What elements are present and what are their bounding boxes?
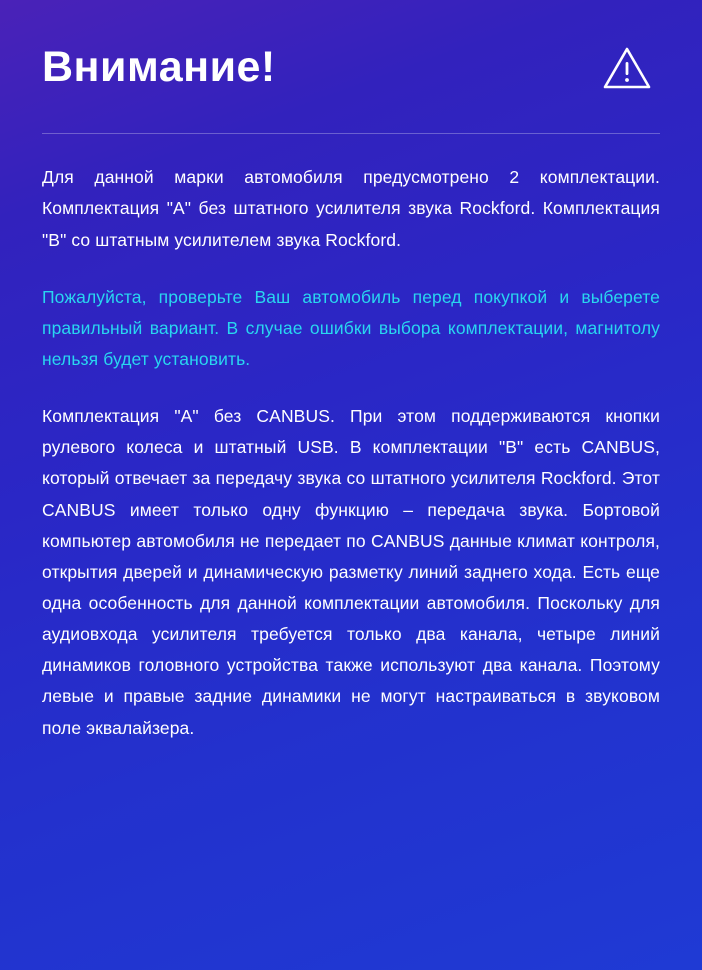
- page-title: Внимание!: [42, 43, 276, 91]
- warning-triangle-icon: [602, 45, 652, 91]
- paragraph-canbus-details: Комплектация "A" без CANBUS. При этом поддерживаются кнопки рулевого колеса и штатный USB. В комплектации "B" есть CANBUS, который отвечает за передачу звука со штатного усилителя Rockford. Этот CANBUS имеет только одну функцию – передача звука. Бортовой компьютер автомобиля не передает по CANBUS данные климат контроля, открытия дверей и динамическую разметку линий заднего хода. Есть еще одна особенность для данной комплектации автомобиля. Поскольку для аудиовхода усилителя требуется только два канала, четыре линий динамиков головного устройства также используют два канала. Поэтому левые и правые задние динамики не могут настраиваться в звуковом поле эквалайзера.: [42, 406, 660, 738]
- page-header: [42, 0, 660, 91]
- paragraph-check-notice: Пожалуйста, проверьте Ваш автомобиль перед покупкой и выберете правильный вариант. В случае ошибки выбора комплектации, магнитолу нельзя будет установить.: [42, 286, 660, 369]
- paragraph-intro: Для данной марки автомобиля предусмотрено 2 комплектации. Комплектация "A" без штатного усилителя звука Rockford. Комплектация "B" со штатным усилителем звука Rockford.: [42, 167, 660, 250]
- notice-body: [42, 134, 660, 743]
